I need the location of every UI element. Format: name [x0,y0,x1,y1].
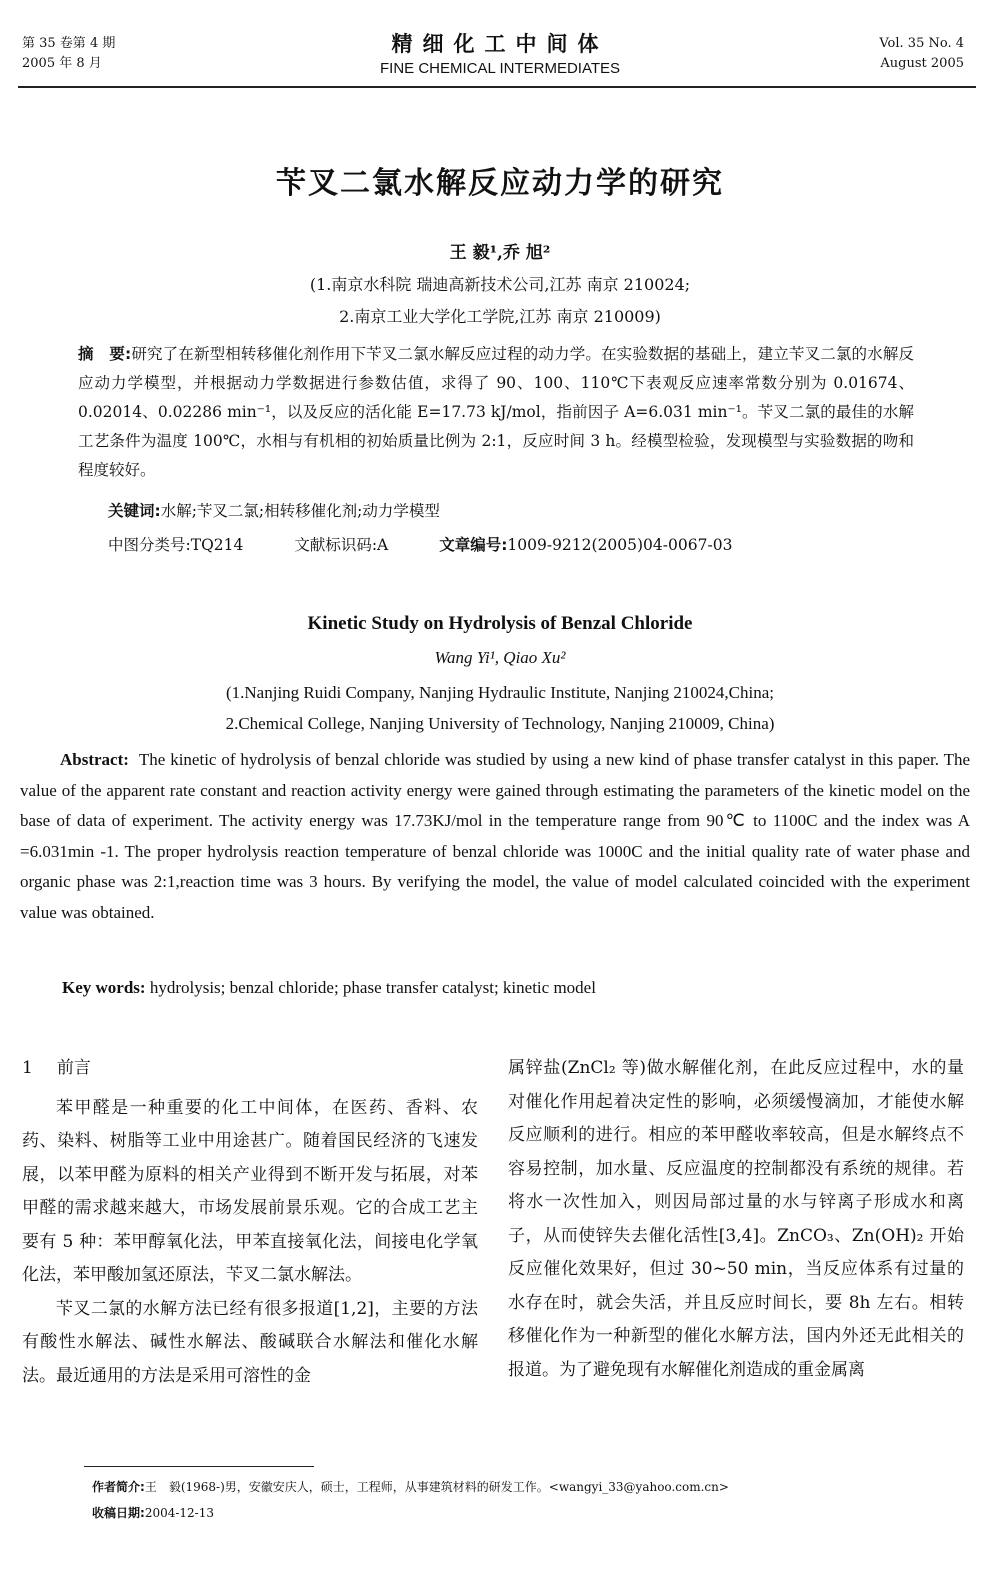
affiliation-cn-1: (1.南京水科院 瑞迪高新技术公司,江苏 南京 210024; [309,275,691,294]
issue-volume-en: Vol. 35 No. 4 [879,36,964,51]
issue-date: 2005 年 8 月 [22,56,102,71]
issue-info-en [879,34,964,74]
issue-volume: 第 35 卷第 4 期 [22,36,116,51]
paper-title-en: Kinetic Study on Hydrolysis of Benzal Chloride [307,613,693,634]
abstract-cn-label: 摘 要: [78,345,132,363]
abstract-en [20,745,970,929]
section-heading [22,1052,478,1086]
abstract-cn [78,340,914,485]
keywords-en-text: hydrolysis; benzal chloride; phase transfer catalyst; kinetic model [149,978,596,997]
affiliation-cn-2: 2.南京工业大学化工学院,江苏 南京 210009) [339,307,661,326]
body-paragraph: 苄叉二氯的水解方法已经有很多报道[1,2]，主要的方法有酸性水解法、碱性水解法、酸碱联合水解法和催化水解法。最近通用的方法是采用可溶性的金 [22,1298,478,1386]
body-column-right [508,1052,964,1387]
section-number: 1 [22,1058,33,1078]
keywords-en-label: Key words: [62,978,146,997]
journal-header [0,28,1000,77]
journal-title-cn: 精细化工中间体 [391,32,609,56]
body-column-left [22,1052,478,1393]
section-title: 前言 [56,1058,91,1078]
class-number: 中图分类号:TQ214 [108,536,244,554]
doc-code: 文献标识码:A [294,536,389,554]
abstract-en-text: The kinetic of hydrolysis of benzal chloride was studied by using a new kind of phase transfer catalyst in this paper. The value of the apparent rate constant and reaction activity energy were gained through estimating the parameters of the kinetic model on the base of data of experiment. The activity energy was 17.73KJ/mol in the temperature range from 90℃ to 1100C and the index was A =6.031min -1. The proper hydrolysis reaction temperature of benzal chloride was 1000C and the initial quality rate of water phase and organic phase was 2:1,reaction time was 3 hours. By verifying the model, the value of model calculated coincided with the experiment value was obtained. [20,750,970,922]
body-paragraph: 苯甲醛是一种重要的化工中间体，在医药、香料、农药、染料、树脂等工业中用途甚广。随着国民经济的飞速发展，以苯甲醛为原料的相关产业得到不断开发与拓展，对苯甲醛的需求越来越大，市场发展前景乐观。它的合成工艺主要有 5 种：苯甲醇氧化法，甲苯直接氧化法，间接电化学氧化法，苯甲酸加氢还原法，苄叉二氯水解法。 [22,1097,478,1285]
paper-title-cn: 苄叉二氯水解反应动力学的研究 [276,166,724,201]
keywords-cn [108,499,440,521]
journal-title-en: FINE CHEMICAL INTERMEDIATES [379,60,621,77]
keywords-en [62,978,596,998]
keywords-cn-text: 水解;苄叉二氯;相转移催化剂;动力学模型 [160,502,440,520]
header-rule [18,86,976,88]
footnote-received-date: 收稿日期:2004-12-13 [92,1506,214,1520]
issue-date-en: August 2005 [880,56,964,71]
footnote-rule [84,1466,314,1467]
abstract-cn-text: 研究了在新型相转移催化剂作用下苄叉二氯水解反应过程的动力学。在实验数据的基础上，建立苄叉二氯的水解反应动力学模型，并根据动力学数据进行参数估值，求得了 90、100、110℃下表观反应速率常数分别为 0.01674、0.02014、0.02286 min⁻¹，以及反应的活化能 E=17.73 kJ/mol，指前因子 A=6.031 min⁻¹。苄叉二氯的最佳的水解工艺条件为温度 100℃，水相与有机相的初始质量比例为 2:1，反应时间 3 h。经模型检验，发现模型与实验数据的吻和程度较好。 [78,345,914,479]
authors-cn: 王 毅¹,乔 旭² [449,243,551,263]
abstract-en-label: Abstract: [60,750,129,769]
keywords-cn-label: 关键词: [108,502,161,520]
classification-line [108,533,732,555]
affiliation-en-2: 2.Chemical College, Nanjing University of Technology, Nanjing 210009, China) [225,714,775,733]
affiliation-en-1: (1.Nanjing Ruidi Company, Nanjing Hydraulic Institute, Nanjing 210024,China; [225,683,775,702]
authors-en: Wang Yi¹, Qiao Xu² [434,648,566,667]
footnote-author: 作者简介:王 毅(1968-)男，安徽安庆人，硕士，工程师，从事建筑材料的研发工作。<wangyi_33@yahoo.com.cn> [92,1480,729,1494]
article-number: 文章编号:1009-9212(2005)04-0067-03 [439,536,733,554]
body-paragraph: 属锌盐(ZnCl₂ 等)做水解催化剂，在此反应过程中，水的量对催化作用起着决定性的影响，必须缓慢滴加，才能使水解反应顺利的进行。相应的苯甲醛收率较高，但是水解终点不容易控制，加水量、反应温度的控制都没有系统的规律。若将水一次性加入，则因局部过量的水与锌离子形成水和离子，从而使锌失去催化活性[3,4]。ZnCO₃、Zn(OH)₂ 开始反应催化效果好，但过 30~50 min，当反应体系有过量的水存在时，就会失活，并且反应时间长，要 8h 左右。相转移催化作为一种新型的催化水解方法，国内外还无此相关的报道。为了避免现有水解催化剂造成的重金属离 [508,1058,964,1380]
